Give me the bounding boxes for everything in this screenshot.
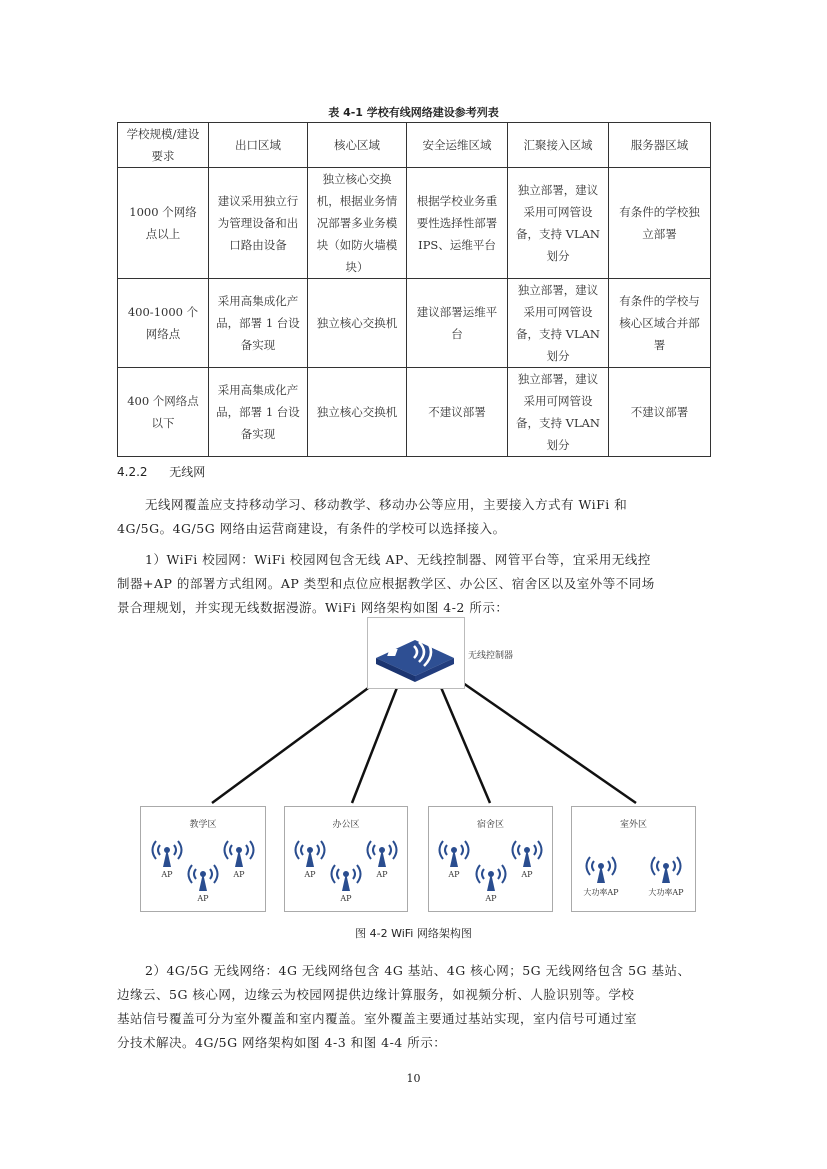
header-cell: 安全运维区域 — [407, 123, 508, 168]
table-cell: 400 个网络点以下 — [118, 368, 209, 457]
ap-antenna-icon — [186, 857, 220, 893]
paragraph-line: 4G/5G。4G/5G 网络由运营商建设，有条件的学校可以选择接入。 — [117, 521, 506, 536]
table-cell: 独立核心交换机 — [308, 279, 407, 368]
link-line-office — [352, 685, 398, 803]
table-cell: 有条件的学校独立部署 — [609, 168, 711, 279]
page-number: 10 — [406, 1072, 421, 1085]
zone-label: 室外区 — [619, 820, 647, 830]
zone-outdoor — [571, 806, 696, 912]
table-cell: 独立部署，建议采用可网管设备，支持 VLAN 划分 — [508, 279, 609, 368]
ap-label: AP — [304, 870, 316, 879]
table-cell: 有条件的学校与核心区域合并部署 — [609, 279, 711, 368]
link-line-dorm — [440, 685, 490, 803]
ap-label: AP — [233, 870, 245, 879]
ap-label: AP — [485, 894, 497, 903]
paragraph-line: 无线网覆盖应支持移动学习、移动教学、移动办公等应用，主要接入方式有 WiFi 和 — [145, 497, 628, 512]
zone-teaching — [140, 806, 266, 912]
figure-caption: 图 4-2 WiFi 网络架构图 — [355, 927, 472, 940]
header-cell: 核心区域 — [308, 123, 407, 168]
table-row — [118, 279, 711, 368]
ap-antenna-icon — [222, 833, 256, 869]
table-cell: 独立部署，建议采用可网管设备，支持 VLAN 划分 — [508, 168, 609, 279]
controller-label: 无线控制器 — [468, 651, 514, 661]
ap-label: AP — [521, 870, 533, 879]
section-number: 4.2.2 — [117, 465, 148, 479]
section-title: 无线网 — [169, 465, 206, 479]
ap-label: AP — [340, 894, 352, 903]
link-line-outdoor — [463, 683, 636, 803]
ap-antenna-icon — [329, 857, 363, 893]
ap-antenna-icon — [649, 849, 683, 885]
table-cell: 不建议部署 — [609, 368, 711, 457]
network-reference-table — [117, 122, 711, 457]
ap-label: 大功率AP — [583, 888, 619, 897]
ap-antenna-icon — [293, 833, 327, 869]
zone-label: 宿舍区 — [476, 820, 504, 830]
ap-antenna-icon — [584, 849, 618, 885]
table-cell: 1000 个网络点以上 — [118, 168, 209, 279]
paragraph-line: 分技术解决。4G/5G 网络架构如图 4-3 和图 4-4 所示： — [117, 1035, 447, 1050]
paragraph-line: 制器+AP 的部署方式组网。AP 类型和点位应根据教学区、办公区、宿舍区以及室外等不同场 — [117, 576, 655, 591]
paragraph-line: 基站信号覆盖可分为室外覆盖和室内覆盖。室外覆盖主要通过基站实现，室内信号可通过室 — [117, 1011, 638, 1026]
table-header-row — [118, 123, 711, 168]
ap-antenna-icon — [437, 833, 471, 869]
table-cell: 根据学校业务重要性选择性部署 IPS、运维平台 — [407, 168, 508, 279]
table-row — [118, 368, 711, 457]
table-cell: 400-1000 个网络点 — [118, 279, 209, 368]
ap-label: AP — [376, 870, 388, 879]
table-cell: 独立部署，建议采用可网管设备，支持 VLAN 划分 — [508, 368, 609, 457]
zone-dorm — [428, 806, 553, 912]
ap-antenna-icon — [474, 857, 508, 893]
paragraph-line: 1）WiFi 校园网：WiFi 校园网包含无线 AP、无线控制器、网管平台等，宜采用无线控 — [145, 552, 651, 567]
wireless-controller-icon — [368, 618, 462, 686]
table-cell: 建议部署运维平台 — [407, 279, 508, 368]
ap-label: 大功率AP — [648, 888, 684, 897]
paragraph-line: 边缘云、5G 核心网，边缘云为校园网提供边缘计算服务，如视频分析、人脸识别等。学校 — [117, 987, 635, 1002]
zone-label: 办公区 — [332, 820, 360, 830]
ap-antenna-icon — [150, 833, 184, 869]
table-cell: 建议采用独立行为管理设备和出口路由设备 — [209, 168, 308, 279]
header-cell: 出口区域 — [209, 123, 308, 168]
table-cell: 不建议部署 — [407, 368, 508, 457]
ap-label: AP — [197, 894, 209, 903]
table-caption: 表 4-1 学校有线网络建设参考列表 — [328, 106, 499, 119]
table-cell: 独立核心交换机，根据业务情况部署多业务模块（如防火墙模块） — [308, 168, 407, 279]
header-cell: 服务器区域 — [609, 123, 711, 168]
header-cell: 学校规模/建设要求 — [118, 123, 209, 168]
ap-antenna-icon — [510, 833, 544, 869]
link-line-teaching — [212, 683, 375, 803]
ap-antenna-icon — [365, 833, 399, 869]
paragraph-line: 2）4G/5G 无线网络：4G 无线网络包含 4G 基站、4G 核心网；5G 无线网络包含 5G 基站、 — [145, 963, 691, 978]
header-cell: 汇聚接入区域 — [508, 123, 609, 168]
table-row — [118, 168, 711, 279]
ap-label: AP — [161, 870, 173, 879]
table-cell: 采用高集成化产品，部署 1 台设备实现 — [209, 368, 308, 457]
section-heading — [117, 463, 205, 480]
table-cell: 独立核心交换机 — [308, 368, 407, 457]
zone-office — [284, 806, 408, 912]
ap-label: AP — [448, 870, 460, 879]
paragraph-line: 景合理规划，并实现无线数据漫游。WiFi 网络架构如图 4-2 所示： — [117, 600, 509, 615]
zone-label: 教学区 — [189, 820, 217, 830]
controller-box — [367, 617, 465, 689]
table-cell: 采用高集成化产品，部署 1 台设备实现 — [209, 279, 308, 368]
